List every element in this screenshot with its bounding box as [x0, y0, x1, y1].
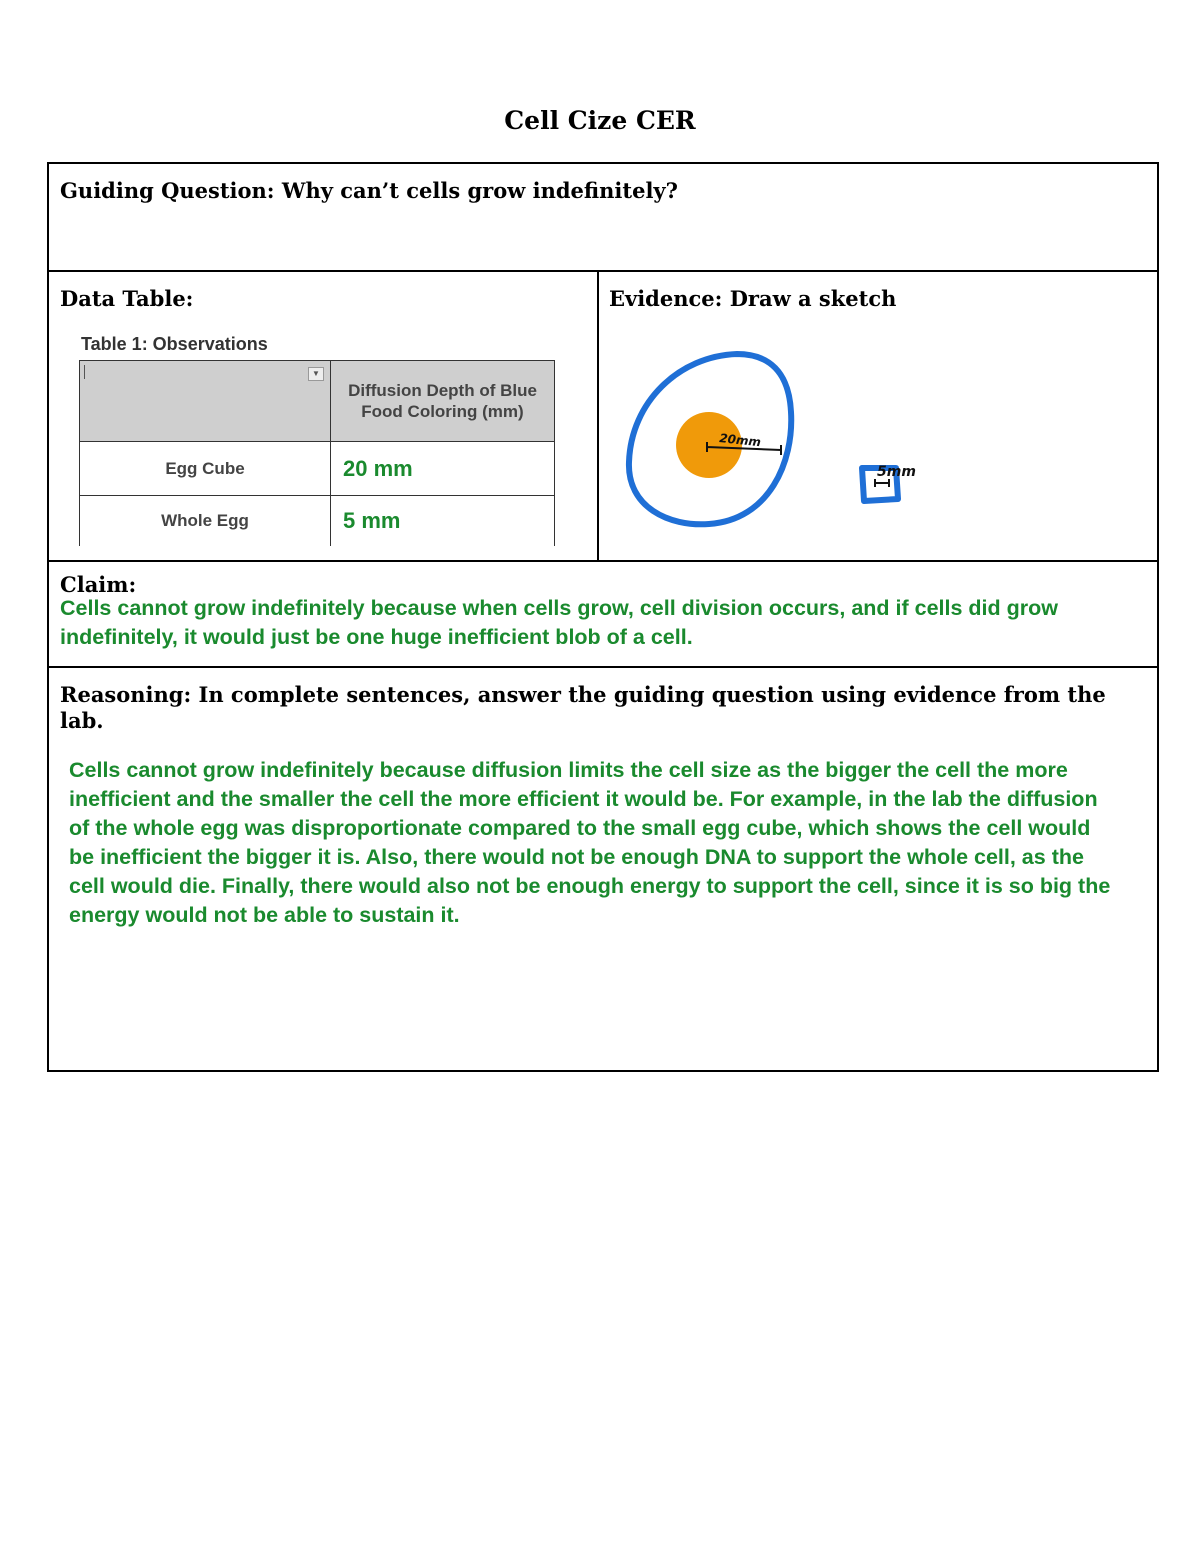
document-title: Cell Cize CER	[504, 106, 696, 135]
row-value: 5 mm	[331, 496, 555, 547]
row-label: Egg Cube	[80, 442, 331, 496]
dropdown-arrow-icon[interactable]: ▼	[308, 367, 324, 381]
table-row	[80, 442, 555, 496]
claim-text: Cells cannot grow indefinitely because when cells grow, cell division occurs, and if cells did grow indefinitely, it would just be one huge inefficient blob of a cell.	[60, 596, 1058, 649]
row-label: Whole Egg	[80, 496, 331, 547]
reasoning-row	[49, 668, 1157, 1070]
data-table-label: Data Table:	[60, 286, 194, 311]
table-row	[80, 496, 555, 547]
guiding-question: Guiding Question: Why can’t cells grow indefinitely?	[60, 178, 678, 203]
radius-arrow-small	[875, 479, 889, 487]
column-divider	[597, 272, 599, 560]
observations-table	[79, 360, 555, 546]
table-title: Table 1: Observations	[81, 334, 268, 354]
reasoning-text: Cells cannot grow indefinitely because diffusion limits the cell size as the bigger the cell the more inefficient and the smaller the cell the more efficient it would be. For example, in the lab the diffusion of the whole egg was disproportionate compared to the small egg cube, which shows the cell would be inefficient the bigger it is. Also, there would not be enough DNA to support the whole cell, as the cell would die. Finally, there would also not be enough energy to support the cell, since it is so big the energy would not be able to sustain it.	[69, 758, 1111, 927]
text-cursor	[84, 365, 85, 379]
claim-label: Claim:	[60, 572, 137, 597]
large-measure-label: 20mm	[718, 431, 762, 450]
reasoning-label: Reasoning: In complete sentences, answer the guiding question using evidence from the lab.	[60, 682, 1106, 733]
guiding-question-row	[49, 164, 1157, 272]
evidence-label: Evidence: Draw a sketch	[609, 286, 897, 311]
claim-row	[49, 562, 1157, 668]
data-evidence-row	[49, 272, 1157, 562]
column-header: Diffusion Depth of Blue Food Coloring (mm)	[331, 361, 555, 442]
evidence-sketch	[609, 342, 1009, 542]
blank-header-cell[interactable]	[80, 361, 331, 442]
row-value: 20 mm	[331, 442, 555, 496]
small-measure-label: 5mm	[877, 464, 916, 480]
cer-worksheet	[47, 162, 1159, 1072]
